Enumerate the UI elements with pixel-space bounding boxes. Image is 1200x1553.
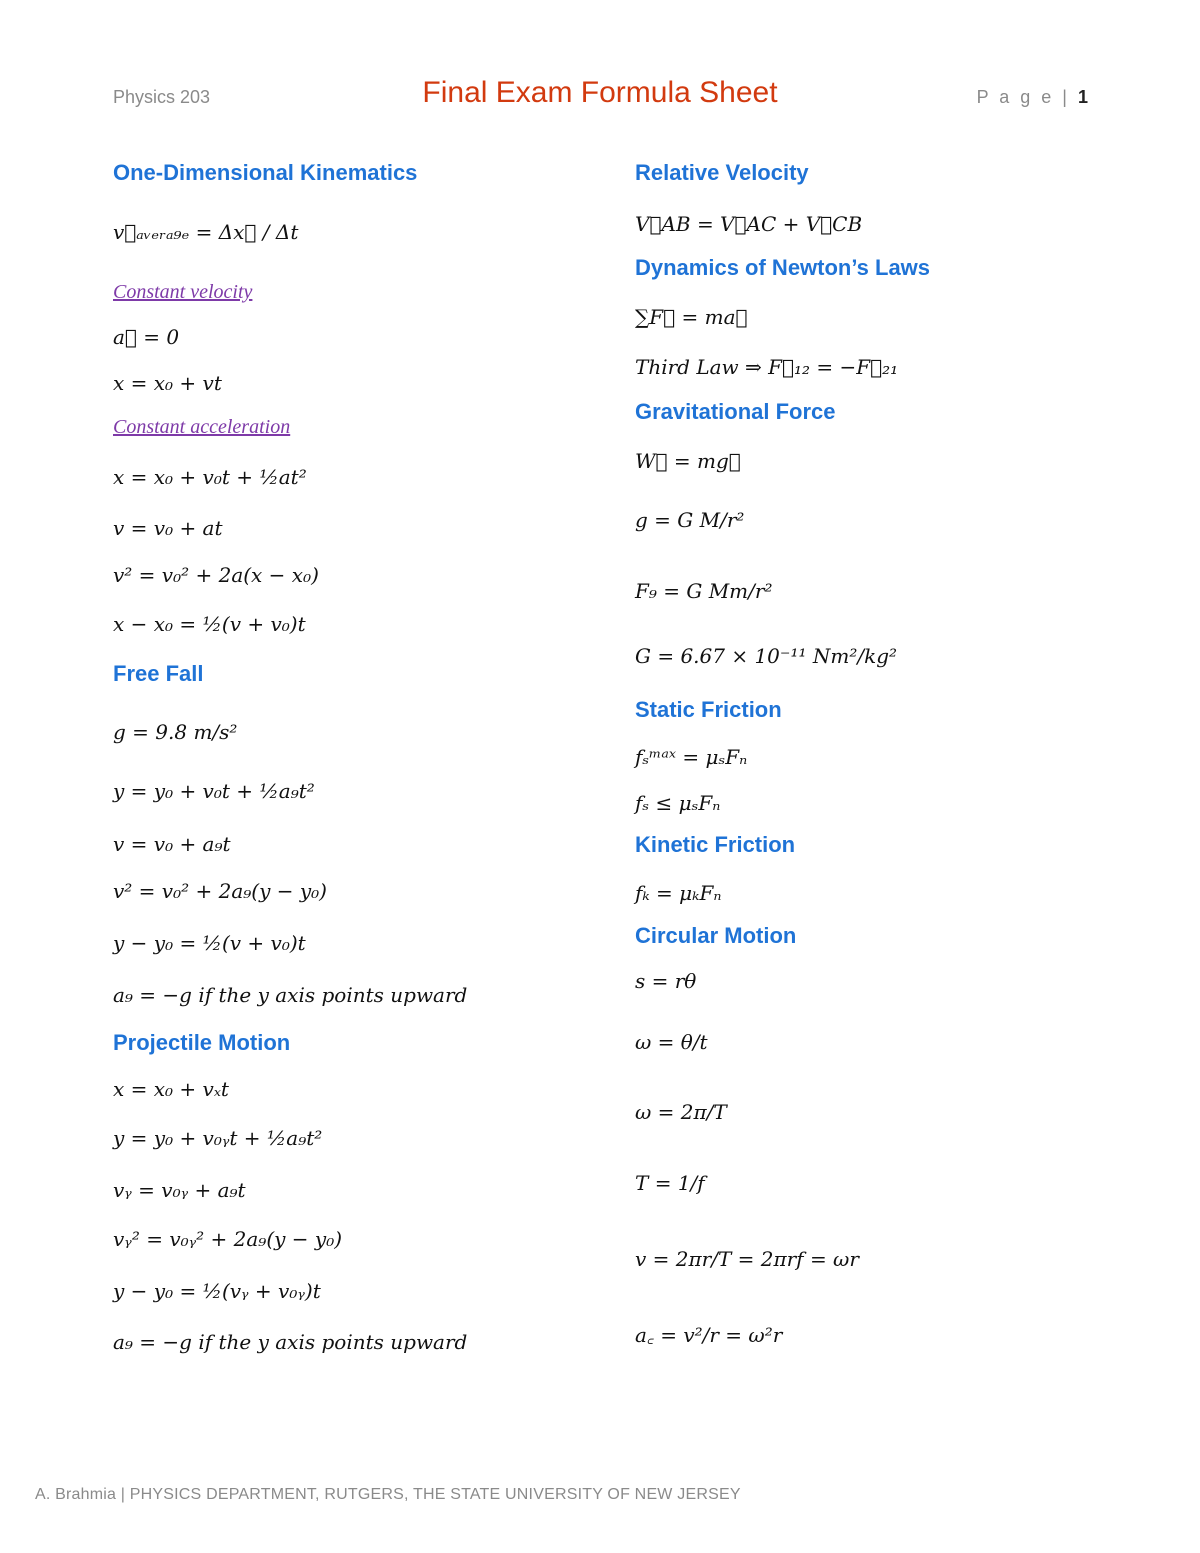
page-footer: A. Brahmia | PHYSICS DEPARTMENT, RUTGERS, THE STATE UNIVERSITY OF NEW JERSEY [35, 1486, 741, 1503]
page-number-label [977, 87, 1088, 108]
equation-projectile-x: x = x₀ + vₓt [113, 1077, 229, 1101]
page-title: Final Exam Formula Sheet [422, 76, 778, 109]
equation-weight: W⃗ = mg⃗ [635, 449, 741, 473]
equation-third-law: Third Law ⇒ F⃗₁₂ = −F⃗₂₁ [635, 355, 899, 379]
section-title-relative-velocity: Relative Velocity [635, 160, 809, 185]
note-ag-upward-2: a₉ = −g if the y axis points upward [113, 1330, 468, 1354]
equation-freefall-velocity-squared: v² = v₀² + 2a₉(y − y₀) [113, 879, 327, 903]
subheading-constant-acceleration: Constant acceleration [113, 416, 291, 438]
section-title-circular-motion: Circular Motion [635, 923, 797, 948]
note-ag-upward-1: a₉ = −g if the y axis points upward [113, 983, 468, 1007]
section-title-newtons-laws: Dynamics of Newton’s Laws [635, 255, 931, 280]
equation-projectile-vy-squared: vᵧ² = v₀ᵧ² + 2a₉(y − y₀) [113, 1227, 343, 1251]
equation-angular-velocity-period: ω = 2π/T [635, 1100, 727, 1124]
equation-static-friction-max: fₛᵐᵃˣ = μₛFₙ [635, 745, 748, 769]
course-name: Physics 203 [113, 87, 211, 107]
equation-gravitational-force: F₉ = G Mm/r² [635, 579, 773, 603]
equation-relative-velocity: V⃗AB = V⃗AC + V⃗CB [635, 212, 863, 236]
equation-projectile-vy: vᵧ = v₀ᵧ + a₉t [113, 1178, 246, 1202]
equation-displacement-average: x − x₀ = ½(v + v₀)t [113, 612, 306, 636]
section-title-static-friction: Static Friction [635, 697, 782, 722]
equation-net-force: ∑F⃗ = ma⃗ [635, 305, 748, 329]
equation-velocity-time: v = v₀ + at [113, 516, 223, 540]
equation-static-friction: fₛ ≤ μₛFₙ [635, 791, 721, 815]
equation-average-velocity: v⃗ₐᵥₑᵣₐ₉ₑ = Δx⃗ / Δt [113, 220, 299, 244]
equation-zero-acceleration: a⃗ = 0 [113, 325, 180, 349]
page-number: 1 [1077, 87, 1088, 107]
page-label: P a g e | [976, 87, 1070, 107]
equation-centripetal-acceleration: a꜀ = v²/r = ω²r [635, 1323, 783, 1347]
equation-velocity-squared: v² = v₀² + 2a(x − x₀) [113, 563, 319, 587]
section-title-kinetic-friction: Kinetic Friction [635, 832, 796, 857]
equation-position-constant-acceleration: x = x₀ + v₀t + ½at² [113, 465, 307, 489]
section-title-kinematics: One-Dimensional Kinematics [113, 160, 418, 185]
equation-position-constant-velocity: x = x₀ + vt [113, 371, 222, 395]
equation-freefall-displacement-average: y − y₀ = ½(v + v₀)t [113, 931, 306, 955]
equation-angular-velocity-theta: ω = θ/t [635, 1030, 708, 1054]
equation-projectile-displacement-average: y − y₀ = ½(vᵧ + v₀ᵧ)t [113, 1279, 321, 1303]
subheading-constant-velocity: Constant velocity [113, 281, 253, 303]
equation-gravity-value: g = 9.8 m/s² [113, 720, 238, 744]
equation-freefall-velocity: v = v₀ + a₉t [113, 832, 231, 856]
equation-freefall-position: y = y₀ + v₀t + ½a₉t² [113, 779, 315, 803]
section-title-projectile-motion: Projectile Motion [113, 1030, 291, 1055]
equation-projectile-y: y = y₀ + v₀ᵧt + ½a₉t² [113, 1126, 323, 1150]
equation-circular-speed: v = 2πr/T = 2πrf = ωr [635, 1247, 859, 1271]
equation-period: T = 1/f [635, 1171, 705, 1195]
section-title-free-fall: Free Fall [113, 661, 204, 686]
equation-kinetic-friction: fₖ = μₖFₙ [635, 881, 722, 905]
equation-g-from-mass: g = G M/r² [635, 508, 745, 532]
equation-arc-length: s = rθ [635, 969, 697, 993]
section-title-gravitational-force: Gravitational Force [635, 399, 836, 424]
equation-gravitational-constant: G = 6.67 × 10⁻¹¹ Nm²/kg² [635, 644, 898, 668]
